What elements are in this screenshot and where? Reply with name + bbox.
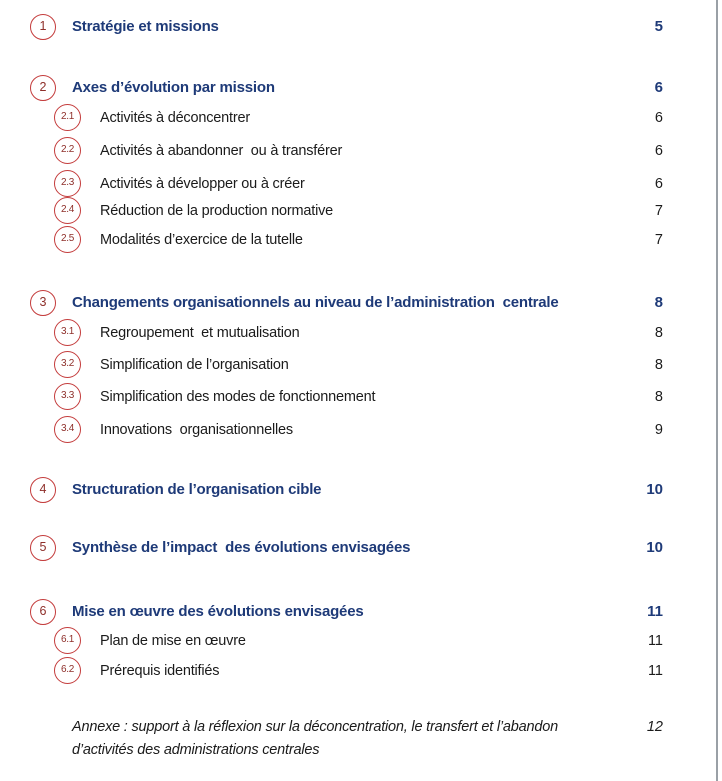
- toc-entry-title[interactable]: Simplification des modes de fonctionnement: [100, 389, 376, 405]
- section-number: 6.2: [60, 664, 74, 675]
- section-number: 6.1: [60, 634, 74, 645]
- section-number-badge: [54, 226, 81, 253]
- toc-entry-3[interactable]: [0, 289, 722, 317]
- section-number-badge: [54, 657, 81, 684]
- section-number: 3.3: [60, 390, 74, 401]
- toc-entry-1[interactable]: [0, 13, 722, 41]
- section-number: 3.4: [60, 423, 74, 434]
- toc-entry-page[interactable]: 8: [654, 325, 663, 341]
- toc-entry-title[interactable]: Activités à abandonner ou à transférer: [100, 143, 343, 159]
- toc-entry-title[interactable]: Activités à développer ou à créer: [100, 176, 305, 192]
- toc-entry-2-3[interactable]: [0, 170, 722, 198]
- section-number: 2.3: [60, 177, 74, 188]
- section-number: 3.2: [60, 358, 74, 369]
- toc-entry-title[interactable]: Synthèse de l’impact des évolutions envisagées: [72, 539, 411, 556]
- toc-entry-page[interactable]: 8: [654, 389, 663, 405]
- section-number: 2.4: [60, 204, 74, 215]
- section-number-badge: [54, 197, 81, 224]
- toc-entry-title[interactable]: Plan de mise en œuvre: [100, 633, 246, 649]
- toc-entry-page[interactable]: 7: [654, 232, 663, 248]
- toc-entry-title[interactable]: Structuration de l’organisation cible: [72, 481, 322, 498]
- section-number-badge: [30, 75, 56, 101]
- toc-entry-page[interactable]: 11: [647, 663, 663, 679]
- toc-entry-3-1[interactable]: [0, 319, 722, 347]
- toc-entry-page[interactable]: 7: [654, 203, 663, 219]
- toc-entry-title[interactable]: Axes d’évolution par mission: [72, 79, 275, 96]
- section-number: 2.1: [60, 111, 74, 122]
- section-number: 6: [39, 604, 47, 618]
- section-number: 3: [39, 295, 47, 309]
- section-number: 2.5: [60, 233, 74, 244]
- toc-entry-title[interactable]: Réduction de la production normative: [100, 203, 333, 219]
- toc-entry-5[interactable]: [0, 534, 722, 562]
- toc-entry-title[interactable]: Simplification de l’organisation: [100, 357, 289, 373]
- section-number-badge: [30, 290, 56, 316]
- toc-entry-page[interactable]: 8: [654, 357, 663, 373]
- toc-entry-title[interactable]: Activités à déconcentrer: [100, 110, 250, 126]
- toc-entry-page[interactable]: 11: [647, 603, 663, 620]
- toc-entry-page[interactable]: 10: [646, 539, 663, 556]
- section-number: 3.1: [60, 326, 74, 337]
- section-number-badge: [54, 137, 81, 164]
- section-number-badge: [54, 383, 81, 410]
- toc-entry-4[interactable]: [0, 476, 722, 504]
- section-number-badge: [54, 170, 81, 197]
- toc-entry-title[interactable]: Stratégie et missions: [72, 18, 219, 35]
- annex-entry-page[interactable]: 12: [646, 719, 663, 735]
- toc-entry-title[interactable]: Mise en œuvre des évolutions envisagées: [72, 603, 364, 620]
- toc-entry-2-1[interactable]: [0, 104, 722, 132]
- toc-entry-2[interactable]: [0, 74, 722, 102]
- toc-entry-page[interactable]: 8: [654, 294, 663, 311]
- section-number-badge: [30, 599, 56, 625]
- toc-entry-page[interactable]: 11: [647, 633, 663, 649]
- section-number-badge: [54, 319, 81, 346]
- toc-entry-page[interactable]: 10: [646, 481, 663, 498]
- toc-entry-3-2[interactable]: [0, 351, 722, 379]
- toc-entry-6-1[interactable]: [0, 627, 722, 655]
- toc-entry-title[interactable]: Modalités d’exercice de la tutelle: [100, 232, 303, 248]
- section-number-badge: [54, 351, 81, 378]
- toc-entry-2-4[interactable]: [0, 197, 722, 225]
- section-number-badge: [30, 535, 56, 561]
- toc-entry-title[interactable]: Changements organisationnels au niveau de l’administration centrale: [72, 294, 559, 311]
- toc-entry-page[interactable]: 6: [654, 79, 663, 96]
- section-number: 4: [39, 482, 47, 496]
- section-number-badge: [30, 14, 56, 40]
- toc-entry-2-2[interactable]: [0, 137, 722, 165]
- section-number: 2: [39, 80, 47, 94]
- section-number: 1: [39, 19, 47, 33]
- toc-entry-page[interactable]: 9: [654, 422, 663, 438]
- toc-entry-title[interactable]: Regroupement et mutualisation: [100, 325, 300, 341]
- toc-entry-3-4[interactable]: [0, 416, 722, 444]
- section-number-badge: [54, 104, 81, 131]
- toc-entry-title[interactable]: Innovations organisationnelles: [100, 422, 293, 438]
- section-number-badge: [54, 627, 81, 654]
- toc-entry-3-3[interactable]: [0, 383, 722, 411]
- toc-entry-6[interactable]: [0, 598, 722, 626]
- toc-entry-page[interactable]: 6: [654, 143, 663, 159]
- section-number: 5: [39, 540, 47, 554]
- toc-entry-2-5[interactable]: [0, 226, 722, 254]
- toc-entry-page[interactable]: 6: [654, 176, 663, 192]
- section-number-badge: [30, 477, 56, 503]
- toc-entry-6-2[interactable]: [0, 657, 722, 685]
- toc-entry-page[interactable]: 5: [654, 18, 663, 35]
- annex-entry-title[interactable]: Annexe : support à la réflexion sur la déconcentration, le transfert et l’abandon d’activités des administrations centrales: [72, 719, 558, 758]
- section-number-badge: [54, 416, 81, 443]
- toc-entry-title[interactable]: Prérequis identifiés: [100, 663, 220, 679]
- toc-entry-page[interactable]: 6: [654, 110, 663, 126]
- section-number: 2.2: [60, 144, 74, 155]
